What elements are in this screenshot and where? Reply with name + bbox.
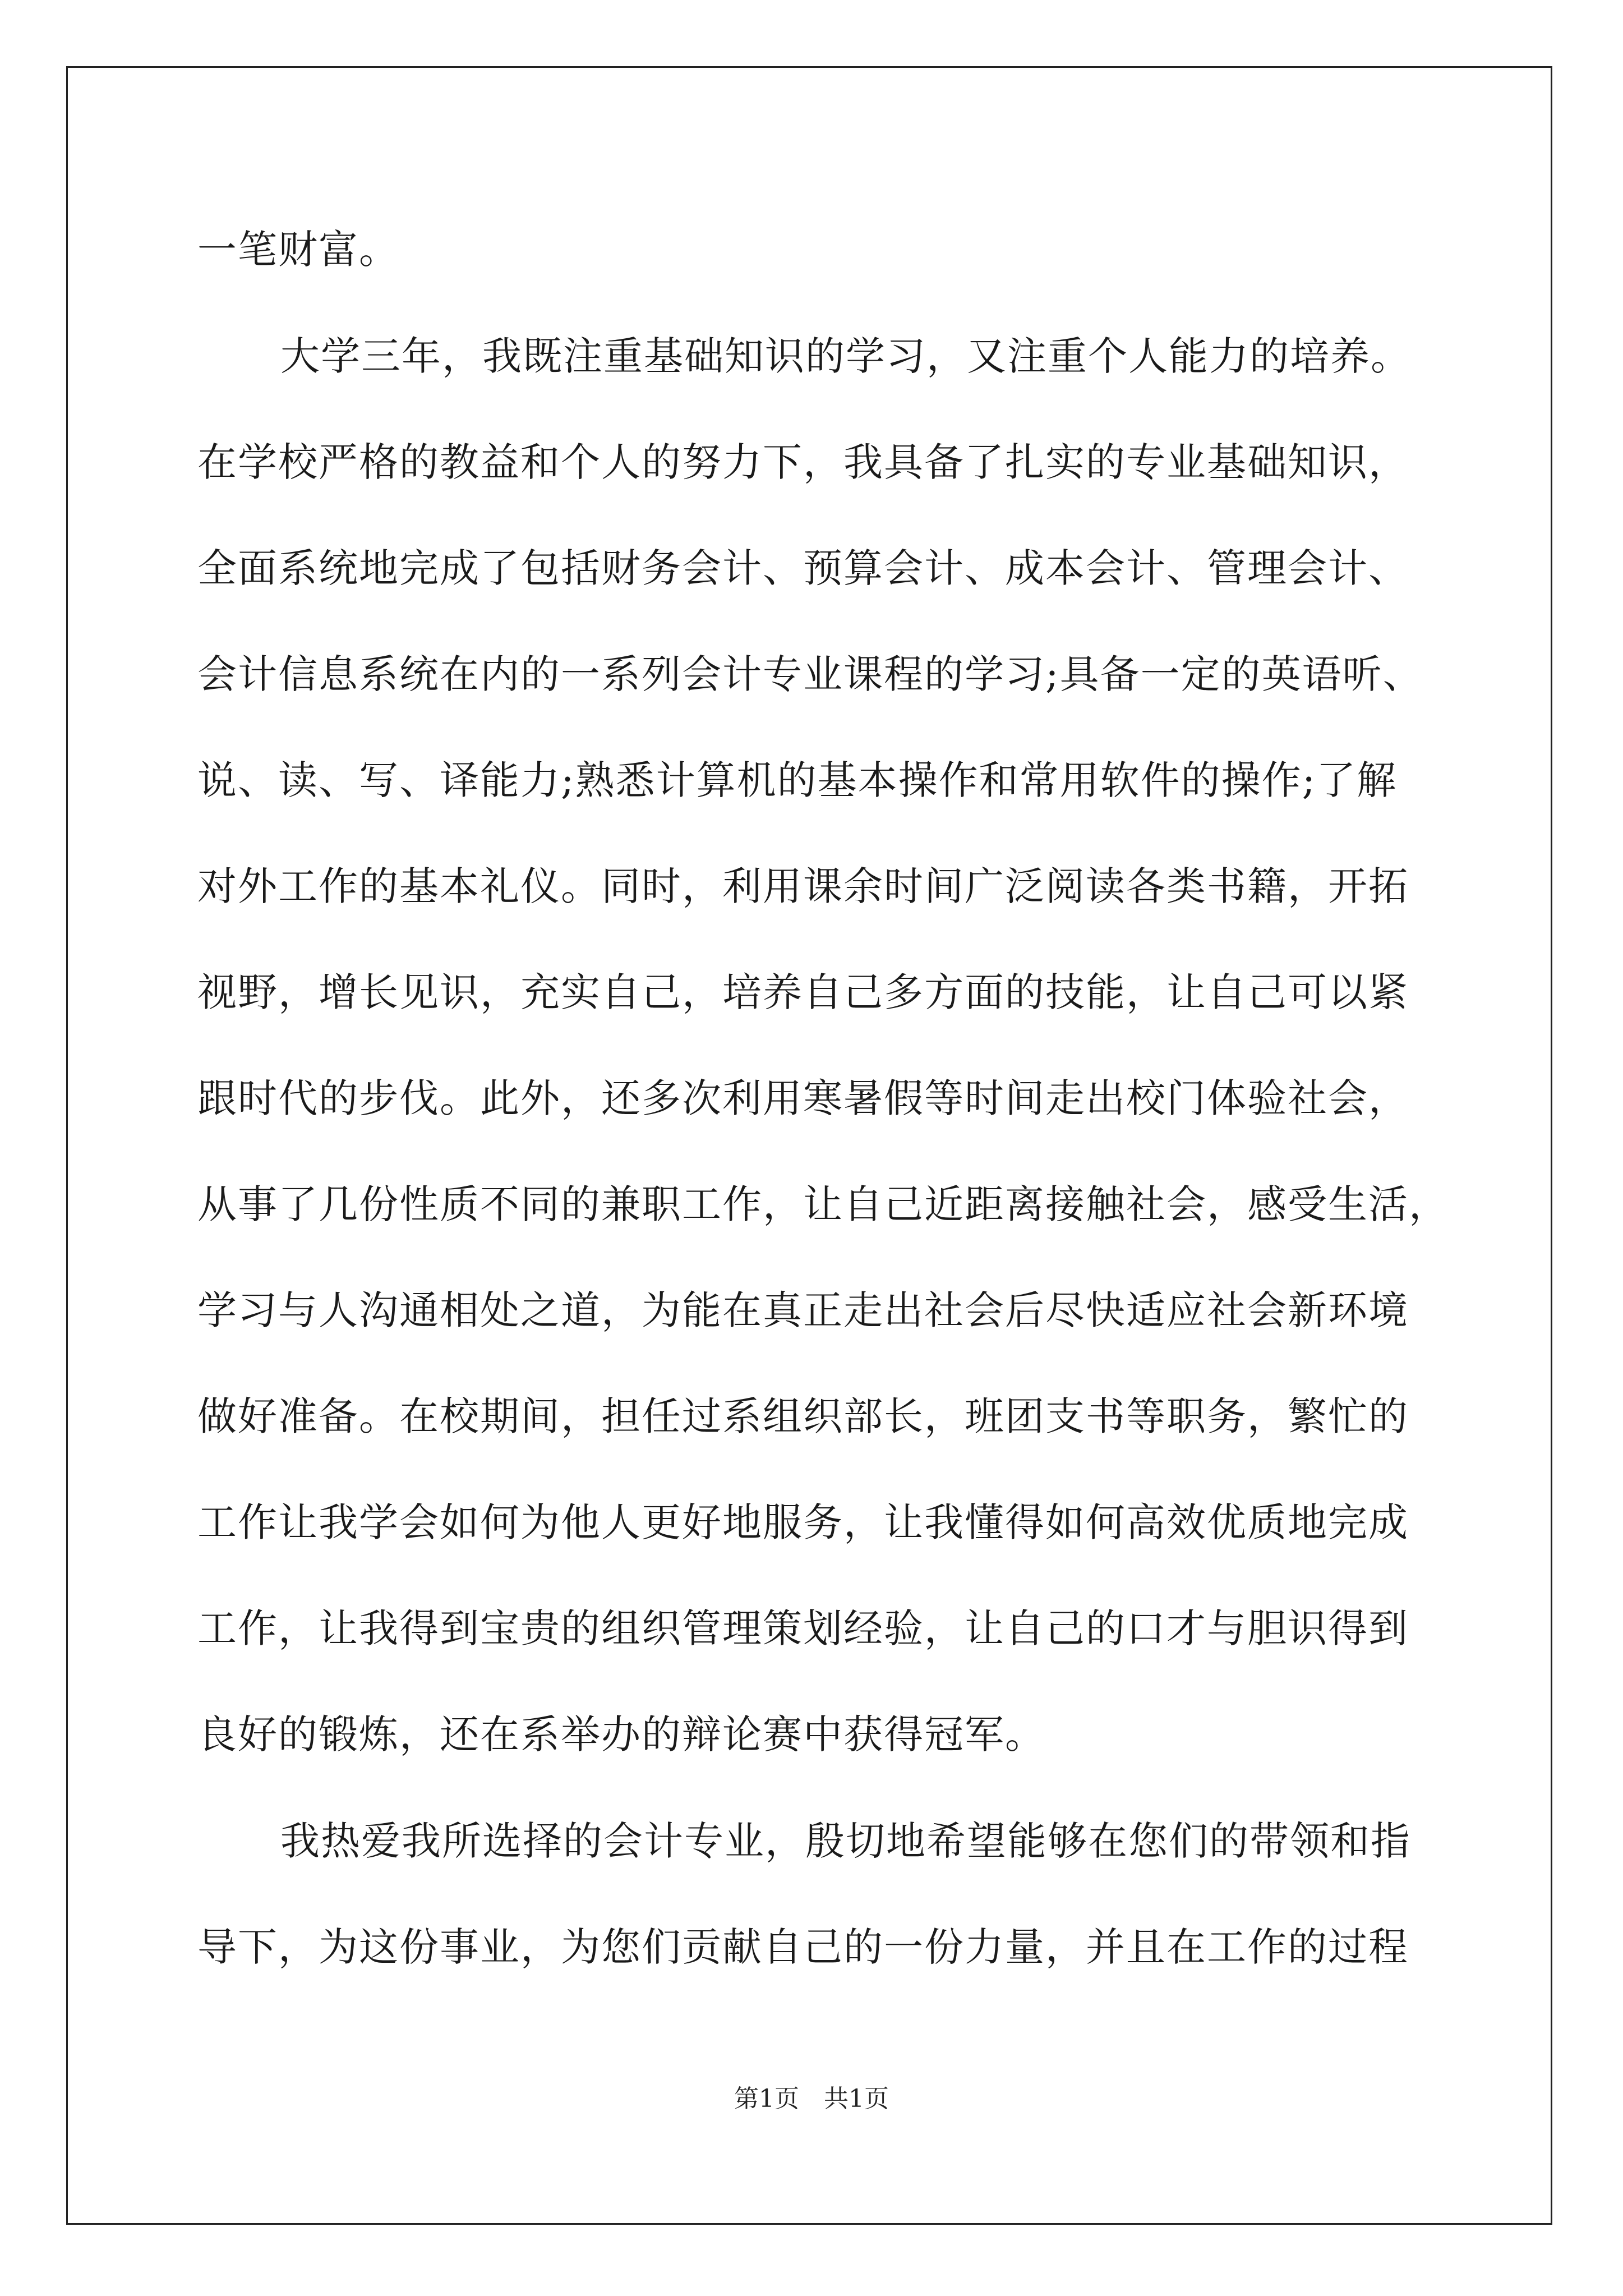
text-line: 对外工作的基本礼仪。同时，利用课余时间广泛阅读各类书籍，开拓 [197, 863, 1409, 909]
paragraph-start-line: 大学三年，我既注重基础知识的学习，又注重个人能力的培养。 [280, 333, 1411, 379]
page-footer: 第1页 共1页 [734, 2085, 889, 2113]
text-line: 会计信息系统在内的一系列会计专业课程的学习;具备一定的英语听、 [197, 651, 1423, 697]
text-line: 良好的锻炼，还在系举办的辩论赛中获得冠军。 [197, 1711, 1045, 1757]
text-line: 学习与人沟通相处之道，为能在真正走出社会后尽快适应社会新环境 [197, 1287, 1409, 1333]
text-line: 工作让我学会如何为他人更好地服务，让我懂得如何高效优质地完成 [197, 1499, 1409, 1545]
text-line: 导下，为这份事业，为您们贡献自己的一份力量，并且在工作的过程 [197, 1924, 1409, 1970]
text-line: 视野，增长见识，充实自己，培养自己多方面的技能，让自己可以紧 [197, 969, 1409, 1015]
text-line: 说、读、写、译能力;熟悉计算机的基本操作和常用软件的操作;了解 [197, 757, 1398, 803]
text-line: 工作，让我得到宝贵的组织管理策划经验，让自己的口才与胆识得到 [197, 1605, 1409, 1651]
text-line: 从事了几份性质不同的兼职工作，让自己近距离接触社会，感受生活， [197, 1181, 1449, 1227]
text-line: 做好准备。在校期间，担任过系组织部长，班团支书等职务，繁忙的 [197, 1393, 1409, 1439]
text-line: 在学校严格的教益和个人的努力下，我具备了扎实的专业基础知识， [197, 439, 1409, 485]
text-line: 跟时代的步伐。此外，还多次利用寒暑假等时间走出校门体验社会， [197, 1075, 1409, 1121]
page-border [66, 66, 1552, 2225]
paragraph-start-line: 我热爱我所选择的会计专业，殷切地希望能够在您们的带领和指 [280, 1818, 1411, 1864]
text-line: 全面系统地完成了包括财务会计、预算会计、成本会计、管理会计、 [197, 545, 1409, 591]
text-line: 一笔财富。 [197, 227, 399, 273]
